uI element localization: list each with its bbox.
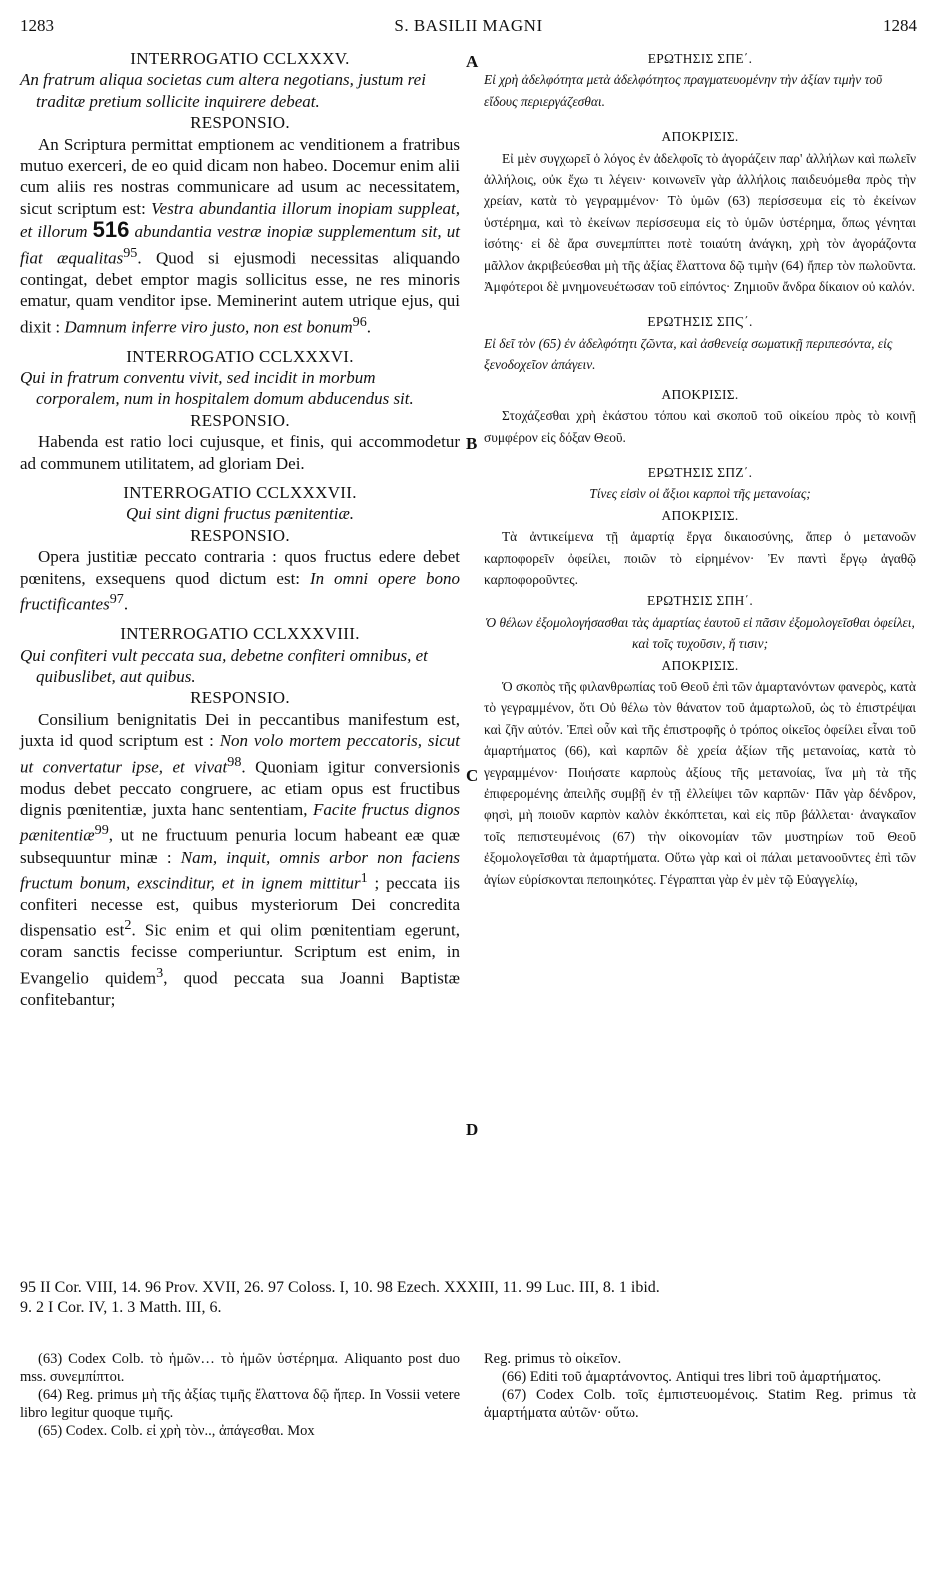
greek-response-288-text: Ὁ σκοπὸς τῆς φιλανθρωπίας τοῦ Θεοῦ ἐπὶ τῶν ἁμαρτανόντων φανερὸς, κατὰ τὸ γεγραμμένον, ὅτι Οὐ θέλω τὸν θάνατον τοῦ ἁμαρτωλοῦ, ὡς τὸ ἐπιστρέψαι καὶ ζῆν αὐτόν. Ἐπεὶ οὖν καὶ τῆς ἐπιστροφῆς ὁ τρόπος οἰκεῖος ὀφείλει εἶναι τοῦ ἁμαρτήματος (66), καὶ καρπῶν δὲ χρεία ἀξίων τῆς μετανοίας, κατὰ τὸ γεγραμμένον· Ποιήσατε καρποὺς ἀξίους τῆς μετανοίας, ἵνα μὴ τὰ τῆς ἐπιφερομένης ἀπειλῆς συμβῇ ἐν τῇ ἐλλείψει τῶν καρπῶν· Πᾶν γὰρ δένδρον, φησὶ, μὴ ποιοῦν καρπὸν καλὸν ἐκκόπτεται, καὶ εἰς πῦρ βάλλεται· ἀναγκαῖον τοῖς πεπιστευμένοις (67) τὴν οἰκονομίαν τῶν μυστηρίων τοῦ Θεοῦ ἐξομολογεῖσθαι τὰ ἁμαρτήματα. Οὕτω γὰρ καὶ οἱ πάλαι μετανοοῦντες ἐπὶ τῶν ἁγίων εὑρίσκονται πεποιηκότες. Γέγραπται γὰρ ἐν μὲν τῷ Εὐαγγελίῳ, <box>484 678 916 887</box>
footnote-line: 95 II Cor. VIII, 14. 96 Prov. XVII, 26. 97 Coloss. I, 10. 98 Ezech. XXXIII, 11. 99 Luc. III, 8. 1 ibid. <box>20 1279 660 1296</box>
margin-mark-c: C <box>466 766 479 785</box>
response-heading: RESPONSIO. <box>190 688 290 708</box>
editor-note: Reg. primus τὸ οἰκεῖον. <box>484 1351 622 1367</box>
running-header <box>20 16 917 40</box>
greek-response-heading: ΑΠΟΚΡΙΣΙΣ. <box>661 507 739 523</box>
greek-response-heading: ΑΠΟΚΡΙΣΙΣ. <box>661 657 739 673</box>
editor-notes-right <box>484 1350 916 1422</box>
greek-response-287-text: Τὰ ἀντικείμενα τῇ ἁμαρτίᾳ ἔργα δικαιοσύνης, ἅπερ ὁ μετανοῶν καρποφορεῖν ὀφείλει, ποιῶν τὸ εἰρημένον· Ἐν παντὶ ἔργῳ ἀγαθῷ καρποφοροῦντες. <box>484 529 916 587</box>
margin-mark-d: D <box>466 1120 479 1139</box>
response-288-text: Consilium benignitatis Dei in peccantibus manifestum est, juxta id quod scriptum est : Non volo mortem peccatoris, sicut ut convertatur ipse, et vivat$^{98}$. Quoniam igitur conversionis modus debet peccato congruere, ac etiam opus est fructibus dignis pœnitentiæ, juxta hanc sententiam, Facite fructus dignos pænitentiæ$^{99}$, ut ne fructuum penuria locum habeant eæ quæ subsequuntur minæ : Nam, inquit, omnis arbor non faciens fructum bonum, exscinditur, et in ignem mittitur$^1$ ; peccata iis confiteri necesse est, quibus mysteriorum Dei concredita dispensatio est$^2$. Sic enim et qui olim pœnitentiam egerunt, coram sanctis fecisse comperiuntur. Scriptum est enim, in Evangelio quidem$^3$, quod peccata sua Joanni Baptistæ confitebantur; <box>20 709 461 1009</box>
response-286-text: Habenda est ratio loci cujusque, et finis, qui accommodetur ad communem utilitatem, ad gloriam Dei. <box>20 432 460 473</box>
greek-question-285-heading: ΕΡΩΤΗΣΙΣ ΣΠΕ΄. <box>647 51 753 66</box>
latin-column <box>20 48 460 1010</box>
question-286-heading: INTERROGATIO CCLXXXVI. <box>126 346 354 366</box>
greek-response-286-text: Στοχάζεσθαι χρὴ ἑκάστου τόπου καὶ σκοποῦ τοῦ οἰκείου πρὸς τὸ κοινῇ συμφέρον εἰς δόξαν Θεοῦ. <box>484 408 916 445</box>
response-287-text: Opera justitiæ peccato contraria : quos fructus edere debet pœnitens, exsequens quod dictum est: In omni opere bono fructificantes$^{97}$. <box>20 547 460 614</box>
editor-note: (65) Codex. Colb. εἰ χρὴ τὸν.., ἀπάγεσθαι. Mox <box>38 1423 315 1439</box>
column-number: 516 <box>92 217 130 243</box>
editor-notes-left <box>20 1350 460 1440</box>
question-288-text: Qui confiteri vult peccata sua, debetne confiteri omnibus, et quibuslibet, aut quibus. <box>20 645 428 686</box>
running-title: S. BASILII MAGNI <box>394 16 543 35</box>
editor-note: (67) Codex Colb. τοῖς ἐμπιστευομένοις. Statim Reg. primus τὰ ἁμαρτήματα αὐτῶν· οὕτω. <box>484 1387 916 1421</box>
greek-response-heading: ΑΠΟΚΡΙΣΙΣ. <box>661 129 739 145</box>
response-285-text: An Scriptura permittat emptionem ac venditionem a fratribus mutuo exerceri, de eo quid dicam non habeo. Docemur enim alii cum aliis res nostras communicare ad usum ac necessitatem, sicut scriptum est: Vestra abundantia illorum inopiam suppleat, et illorum 516 abundantia vestræ inopiæ supplementum sit, ut fiat æqualitas$^{95}$. Quod si ejusmodi necessitas aliquando contingat, debet emptor magis sollicitus esse, ne res minoris ematur, quam venditor ipse. Meminerint autem utrique ejus, qui dixit : Damnum inferre viro justo, non est bonum$^{96}$. <box>20 134 460 337</box>
editor-note: (66) Editi τοῦ ἁμαρτάνοντος. Antiqui tres libri τοῦ ἁμαρτήματος. <box>502 1369 882 1385</box>
question-288-heading: INTERROGATIO CCLXXXVIII. <box>120 624 360 644</box>
question-285-heading: INTERROGATIO CCLXXXV. <box>130 49 350 68</box>
response-heading: RESPONSIO. <box>190 410 290 430</box>
greek-question-288-text: Ὁ θέλων ἐξομολογήσασθαι τὰς ἁμαρτίας ἑαυτοῦ εἰ πᾶσιν ἐξομολογεῖσθαι ὀφείλει, καὶ τοῖς τυχοῦσιν, ἤ τισιν; <box>485 614 915 652</box>
margin-mark-a: A <box>466 52 479 71</box>
scripture-footnotes <box>20 1278 916 1318</box>
question-287-heading: INTERROGATIO CCLXXXVII. <box>123 483 357 503</box>
response-heading: RESPONSIO. <box>190 113 290 133</box>
margin-mark-b: B <box>466 434 478 453</box>
footnote-line: 9. 2 I Cor. IV, 1. 3 Matth. III, 6. <box>20 1299 222 1316</box>
question-286-text: Qui in fratrum conventu vivit, sed incidit in morbum corporalem, num in hospitalem domum abducendus sit. <box>20 368 414 409</box>
editor-note: (64) Reg. primus μὴ τῆς ἀξίας τιμῆς ἔλαττονα δῷ ἤπερ. In Vossii vetere libro legitur quoque τιμῆς. <box>20 1387 460 1421</box>
response-heading: RESPONSIO. <box>190 525 290 545</box>
greek-response-285-text: Εἰ μὲν συγχωρεῖ ὁ λόγος ἐν ἀδελφοῖς τὸ ἀγοράζειν παρ' ἀλλήλων καὶ πωλεῖν ἀλλήλοις, οὐκ ἔχω τι λέγειν· κοινωνεῖν γὰρ ἀλλήλοις παιδευόμεθα πρὸς τὴν χρείαν, κατὰ τὸ γεγραμμένον· Τὸ ὑμῶν (63) περίσσευμα εἰς τὸ ἐκείνων ὑστέρημα, καὶ τὸ ἐκείνων περίσσευμα εἰς τὸ ὑμῶν ὑστέρημα, ὅπως γένηται ἰσότης· εἰ δὲ ἄρα συνεμπίπτει ποτὲ τοιαύτη ἀνάγκη, χρὴ τὸν ἀγοράζοντα μᾶλλον ἀκριβεύεσθαι μὴ τῆς ἀξίας ἔλαττονα δῷ τιμὴν (64) ἤπερ τὸν πωλοῦντα. Ἀμφότεροι δὲ μνημονευέτωσαν τοῦ εἰπόντος· Ζημιοῦν ἄνδρα δίκαιον οὐ καλόν. <box>484 150 916 295</box>
editor-note: (63) Codex Colb. τὸ ἡμῶν… τὸ ἡμῶν ὑστέρημα. Aliquanto post duo mss. συνεμπίπτοι. <box>20 1351 460 1385</box>
greek-column <box>484 48 916 890</box>
question-285-text: An fratrum aliqua societas cum altera negotians, justum rei traditæ pretium sollicite inquirere debeat. <box>20 70 426 111</box>
page-number-right: 1284 <box>883 16 917 35</box>
greek-question-287-text: Τίνες εἰσὶν οἱ ἄξιοι καρποὶ τῆς μετανοίας; <box>589 486 811 502</box>
greek-question-287-heading: ΕΡΩΤΗΣΙΣ ΣΠΖ΄. <box>647 464 753 480</box>
page-number-left: 1283 <box>20 16 54 35</box>
question-287-text: Qui sint digni fructus pænitentiæ. <box>125 504 355 524</box>
greek-response-heading: ΑΠΟΚΡΙΣΙΣ. <box>661 386 739 402</box>
greek-question-288-heading: ΕΡΩΤΗΣΙΣ ΣΠΗ΄. <box>647 593 753 609</box>
greek-question-286-text: Εἰ δεῖ τὸν (65) ἐν ἀδελφότητι ζῶντα, καὶ ἀσθενείᾳ σωματικῇ περιπεσόντα, εἰς ξενοδοχεῖον ἀπάγειν. <box>484 335 893 373</box>
greek-question-285-text: Εἰ χρὴ ἀδελφότητα μετὰ ἀδελφότητος πραγματευομένην τὴν ἀξίαν τιμὴν τοῦ εἴδους περιεργάζεσθαι. <box>484 72 883 109</box>
greek-question-286-heading: ΕΡΩΤΗΣΙΣ ΣΠϚ΄. <box>647 314 753 330</box>
